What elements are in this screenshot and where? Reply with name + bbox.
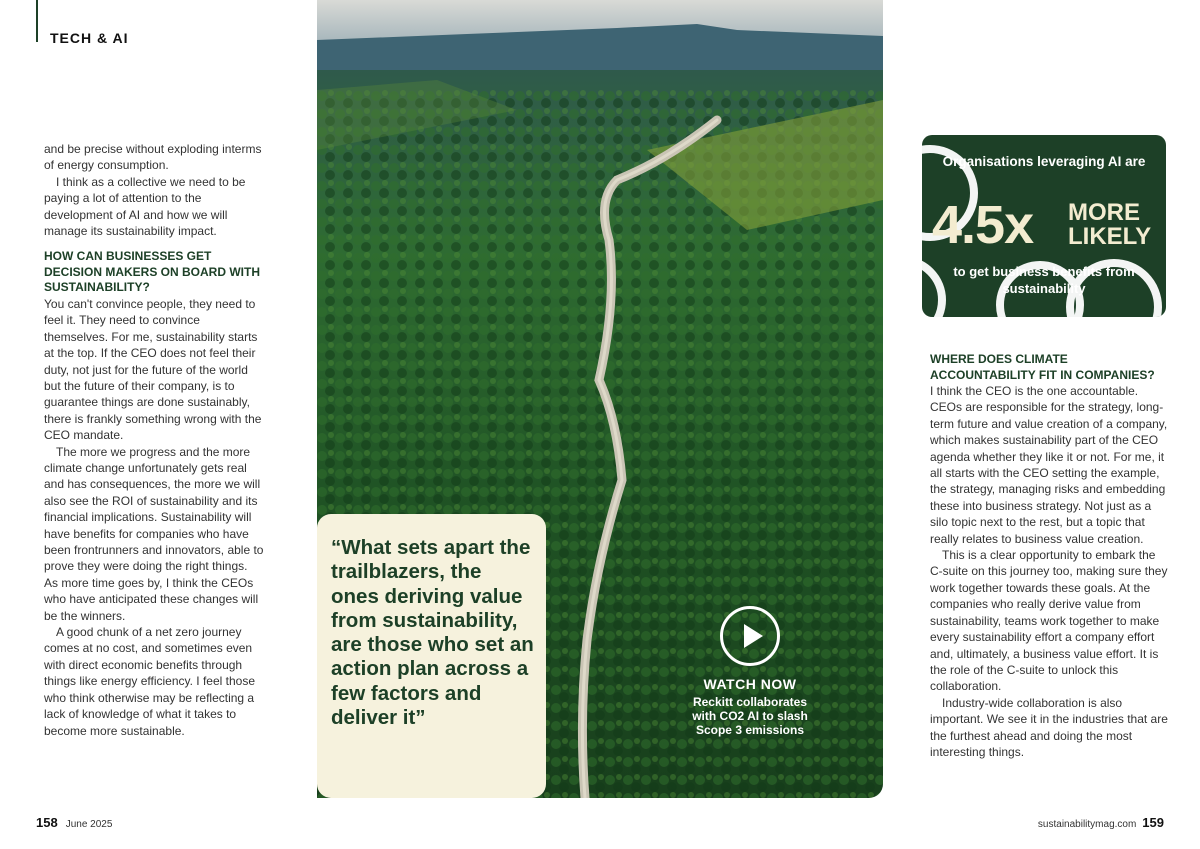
site-url[interactable]: sustainabilitymag.com bbox=[1037, 819, 1137, 830]
section-tag: TECH & AI bbox=[50, 30, 129, 46]
body-paragraph: and be precise without exploding interms of energy consumption. bbox=[44, 142, 262, 173]
right-page-number: 159 bbox=[1142, 815, 1164, 830]
footer-left bbox=[36, 815, 112, 830]
stat-callout-card bbox=[922, 135, 1166, 317]
section-heading: HOW CAN BUSINESSES GET DECISION MAKERS ON BOARD WITH SUSTAINABILITY? bbox=[44, 249, 260, 295]
body-paragraph: A good chunk of a net zero journey comes at no cost, and sometimes even with direct economic benefits through things like energy efficiency. I feel those who think otherwise may be reflecting a lack of knowledge of what it takes to become more sustainable. bbox=[44, 625, 256, 738]
left-page-number: 158 bbox=[36, 815, 58, 830]
body-paragraph: This is a clear opportunity to embark the C-suite on this journey too, making sure they work together towards these goals. At the companies who really derive value from sustainability, teams work together to make every sustainability effort a company effort and, ultimately, a business value effort. It is the role of the C-suite to unlock this collaboration. bbox=[930, 548, 1168, 694]
section-rule bbox=[36, 0, 38, 42]
watch-now-label[interactable]: WATCH NOW bbox=[703, 676, 797, 692]
body-paragraph: The more we progress and the more climate change unfortunately gets real and has consequences, the more we will also see the ROI of sustainability and its financial implications. Sustainability will have benefits for companies who have been frontrunners and innovators, able to prove they were doing the right things. As more time goes by, I think the CEOs who have anticipated these changes will be the winners. bbox=[44, 444, 264, 623]
stat-more-likely: MORE LIKELY bbox=[1068, 199, 1152, 250]
body-paragraph: You can't convince people, they need to feel it. They need to convince themselves. For me, sustainability starts at the top. If the CEO does not feel their duty, not just for the future of the world but the future of their company, is to guarantee things are done sustainably, there is frankly something wrong with the CEO mandate. bbox=[44, 296, 262, 443]
video-caption[interactable]: Reckitt collaborates with CO2 AI to slash Scope 3 emissions bbox=[692, 695, 808, 737]
body-paragraph: I think the CEO is the one accountable. CEOs are responsible for the strategy, long-term future and value creation of a company, which makes sustainability part of the CEO agenda whether they like it or not. For me, it all starts with the CEO setting the example, the strategy, managing risks and embedding these into business strategy. Not just as a silo topic next to the rest, but a topic that really relates to business value creation. bbox=[930, 384, 1168, 546]
play-icon[interactable] bbox=[720, 606, 780, 666]
pull-quote-card bbox=[317, 514, 546, 798]
left-article-column bbox=[44, 141, 264, 739]
footer-right bbox=[1038, 815, 1164, 830]
section-heading: WHERE DOES CLIMATE ACCOUNTABILITY FIT IN COMPANIES? bbox=[930, 352, 1155, 382]
watch-now-video-link[interactable] bbox=[680, 606, 820, 737]
stat-intro-text: Organisations leveraging AI are bbox=[942, 154, 1146, 169]
issue-date: June 2025 bbox=[65, 819, 113, 830]
stat-outro-text: to get business benefits from sustainability bbox=[953, 264, 1135, 296]
pull-quote-text: “What sets apart the trailblazers, the ones deriving value from sustainability, are those who set an action plan across a few factors and deliver it” bbox=[331, 536, 534, 730]
body-paragraph: I think as a collective we need to be paying a lot of attention to the development of AI and how we will manage its sustainability impact. bbox=[44, 174, 246, 239]
right-article-column bbox=[930, 352, 1170, 760]
body-paragraph: Industry-wide collaboration is also important. We see it in the industries that are the furthest ahead and doing the most interesting things. bbox=[930, 695, 1168, 759]
stat-number: 4.5x bbox=[932, 195, 1034, 255]
